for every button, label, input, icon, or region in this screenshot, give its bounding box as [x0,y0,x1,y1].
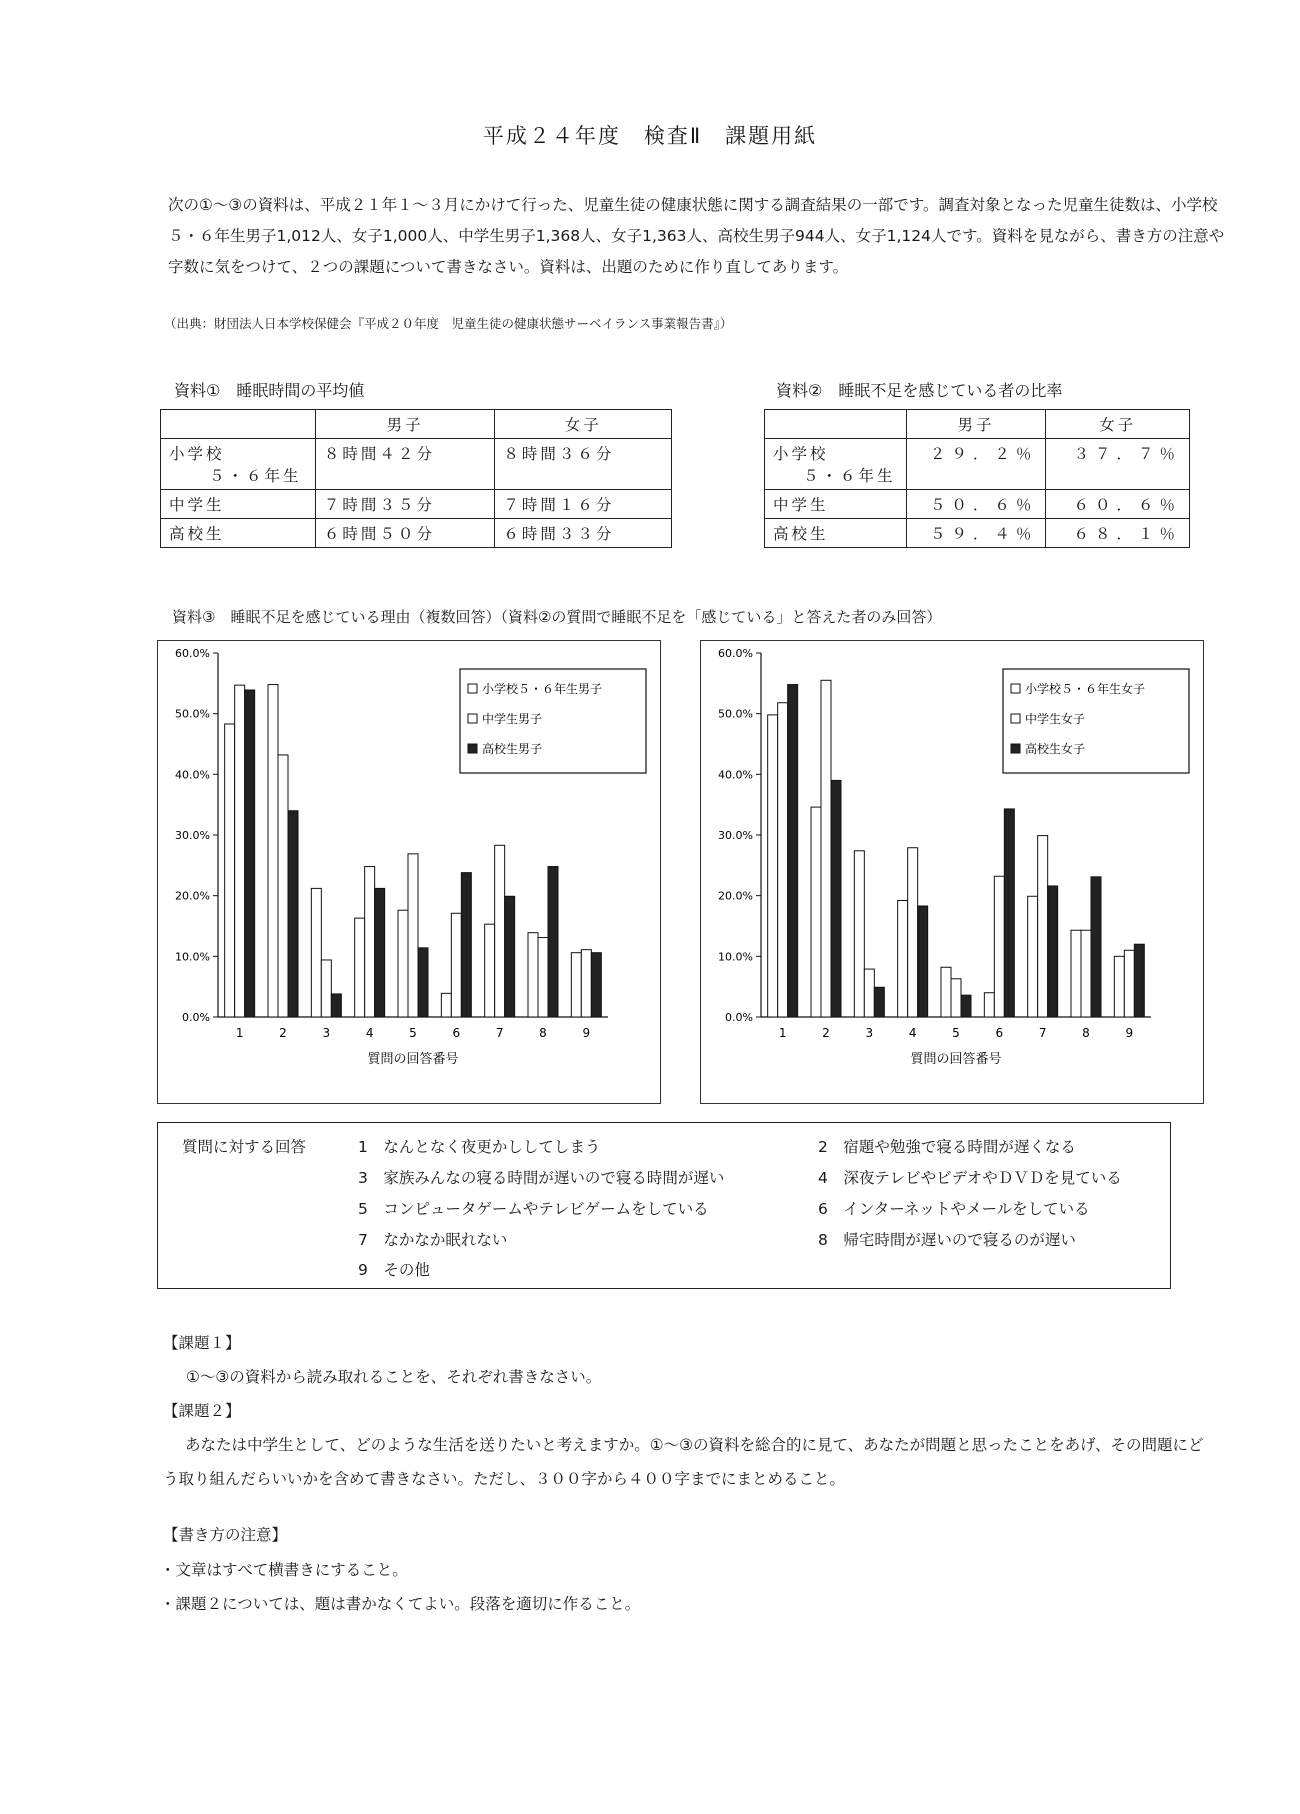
x-tick-label: 2 [279,1026,287,1040]
x-axis-label: 質問の回答番号 [910,1052,1002,1067]
chart-boys [158,641,660,1103]
bar-3 [505,896,515,1017]
bar-3 [831,780,841,1017]
y-tick-label: 30.0% [718,829,753,842]
table-row [161,519,672,548]
table-row [161,439,672,490]
bar-3 [788,685,798,1017]
y-tick-label: 50.0% [718,707,753,721]
y-tick-label: 0.0% [725,1011,753,1024]
bar-2 [538,938,548,1017]
notes-heading: 【書き方の注意】 [163,1526,288,1544]
bar-2 [951,979,961,1017]
bar-3 [418,948,428,1017]
y-tick-label: 0.0% [182,1011,210,1024]
bar-3 [961,995,971,1017]
cell-girls: ６時間３３分 [495,519,672,548]
bar-1 [898,901,908,1017]
y-tick-label: 30.0% [175,829,210,842]
table-row [161,490,672,519]
bar-2 [365,867,375,1017]
legend-label: 高校生女子 [1025,742,1086,756]
legend-label: 高校生男子 [482,742,543,756]
chart-boys-box [157,640,661,1104]
row-label: 高校生 [161,519,316,548]
answer-item-5: 5 コンピュータゲームやテレビゲームをしている [358,1200,709,1218]
bar-2 [778,703,788,1017]
x-tick-label: 9 [582,1026,591,1040]
cell-girls: ３７．７％ [1046,439,1190,490]
bar-3 [1004,809,1014,1017]
bar-2 [321,960,331,1017]
bar-1 [1114,956,1124,1017]
row-label: 中学生 [161,490,316,519]
bar-2 [451,913,461,1017]
x-tick-label: 6 [995,1026,1004,1040]
task1-heading: 【課題１】 [163,1334,241,1352]
x-tick-label: 5 [409,1026,417,1040]
y-tick-label: 60.0% [175,647,210,660]
bar-3 [591,953,601,1017]
table2-label: 資料② 睡眠不足を感じている者の比率 [776,381,1063,400]
x-tick-label: 9 [1125,1026,1134,1040]
bar-1 [441,993,451,1017]
bar-1 [811,807,821,1017]
bar-2 [495,845,505,1017]
bar-3 [918,906,928,1017]
sleep-time-table [160,409,672,548]
table-header-row [161,410,672,439]
cell-girls: ８時間３６分 [495,439,672,490]
answer-item-3: 3 家族みんなの寝る時間が遅いので寝る時間が遅い [358,1169,725,1187]
bar-1 [485,924,495,1017]
x-tick-label: 5 [952,1026,960,1040]
bar-1 [1071,930,1081,1017]
bar-3 [331,994,341,1017]
chart-girls [701,641,1203,1103]
bar-2 [581,950,591,1017]
y-tick-label: 20.0% [718,889,753,903]
bar-3 [1048,886,1058,1017]
answer-item-1: 1 なんとなく夜更かししてしまう [358,1138,601,1156]
legend-label: 小学校５・６年生男子 [482,682,603,696]
bar-1 [768,715,778,1017]
document-title: 平成２４年度 検査Ⅱ 課題用紙 [482,124,818,148]
bar-1 [225,724,235,1017]
bar-2 [1081,930,1091,1017]
bar-2 [864,969,874,1017]
sleep-deprivation-table [764,409,1190,548]
bar-1 [398,910,408,1017]
header-girls: 女子 [495,410,672,439]
y-tick-label: 60.0% [718,647,753,660]
cell-boys: ５９．４％ [906,519,1046,548]
chart-girls-box [700,640,1204,1104]
cell-boys: ５０．６％ [906,490,1046,519]
legend-swatch [1011,714,1020,723]
bar-1 [311,888,321,1017]
legend-label: 中学生男子 [482,712,543,726]
y-tick-label: 40.0% [175,768,210,782]
legend-label: 小学校５・６年生女子 [1025,682,1146,696]
x-axis-label: 質問の回答番号 [367,1052,459,1067]
task2-heading: 【課題２】 [163,1402,241,1420]
bar-3 [874,987,884,1017]
note-item: ・課題２については、題は書かなくてよい。段落を適切に作ること。 [160,1595,641,1613]
row-label: 小学校 ５・６年生 [765,439,907,490]
answer-item-8: 8 帰宅時間が遅いので寝るのが遅い [818,1231,1076,1249]
bar-2 [235,685,245,1017]
task2-body: あなたは中学生として、どのような生活を送りたいと考えますか。①～③の資料を総合的に見て、あなたが問題と思ったことをあげ、その問題にどう取り組んだらいいかを含めて書きなさい。ただし、３００字から４００字までにまとめること。 [163,1436,1204,1488]
x-tick-label: 7 [495,1026,504,1040]
bar-1 [854,851,864,1017]
bar-3 [375,888,385,1017]
cell-boys: ７時間３５分 [315,490,495,519]
row-label: 小学校 ５・６年生 [161,439,316,490]
row-label: 高校生 [765,519,907,548]
y-tick-label: 50.0% [175,707,210,721]
bar-2 [278,755,288,1017]
table-corner [161,410,316,439]
task1-body: ①～③の資料から読み取れることを、それぞれ書きなさい。 [186,1368,602,1386]
answer-item-4: 4 深夜テレビやビデオやＤＶＤを見ている [818,1169,1122,1187]
answer-item-2: 2 宿題や勉強で寝る時間が遅くなる [818,1138,1076,1156]
bar-1 [571,953,581,1017]
chart-caption: 資料③ 睡眠不足を感じている理由（複数回答）（資料②の質問で睡眠不足を「感じている」と答えた者のみ回答） [172,608,942,626]
answer-list-heading: 質問に対する回答 [182,1138,307,1156]
x-tick-label: 2 [822,1026,830,1040]
table-row [765,439,1190,490]
header-boys: 男子 [906,410,1046,439]
row-label: 中学生 [765,490,907,519]
bar-2 [1124,950,1134,1017]
cell-boys: ２９．２％ [906,439,1046,490]
x-tick-label: 3 [865,1026,874,1040]
y-tick-label: 10.0% [718,950,753,964]
bar-1 [984,993,994,1017]
cell-girls: ７時間１６分 [495,490,672,519]
bar-1 [355,918,365,1017]
legend-swatch [468,744,477,753]
y-tick-label: 10.0% [175,950,210,964]
x-tick-label: 7 [1038,1026,1047,1040]
x-tick-label: 6 [452,1026,461,1040]
x-tick-label: 1 [778,1026,787,1040]
x-tick-label: 4 [365,1026,374,1040]
answer-item-7: 7 なかなか眠れない [358,1231,508,1249]
x-tick-label: 8 [1082,1026,1090,1040]
x-tick-label: 4 [908,1026,917,1040]
bar-1 [268,685,278,1017]
bar-3 [1091,877,1101,1017]
note-item: ・文章はすべて横書きにすること。 [160,1561,408,1579]
x-tick-label: 8 [539,1026,547,1040]
answer-item-9: 9 その他 [358,1261,430,1279]
answer-item-6: 6 インターネットやメールをしている [818,1200,1090,1218]
cell-boys: ８時間４２分 [315,439,495,490]
bar-2 [994,876,1004,1017]
legend-swatch [1011,684,1020,693]
table-row [765,490,1190,519]
legend-swatch [468,684,477,693]
legend-swatch [468,714,477,723]
header-girls: 女子 [1046,410,1190,439]
bar-3 [1134,944,1144,1017]
y-tick-label: 40.0% [718,768,753,782]
table1-label: 資料① 睡眠時間の平均値 [174,381,365,400]
y-tick-label: 20.0% [175,889,210,903]
cell-girls: ６８．１％ [1046,519,1190,548]
source-note: （出典：財団法人日本学校保健会『平成２０年度 児童生徒の健康状態サーベイランス事業報告書』） [164,316,733,331]
bar-2 [908,848,918,1017]
cell-girls: ６０．６％ [1046,490,1190,519]
bar-3 [548,867,558,1017]
intro-paragraph: 次の①～③の資料は、平成２１年１～３月にかけて行った、児童生徒の健康状態に関する調査結果の一部です。調査対象となった児童生徒数は、小学校５・６年生男子1,012人、女子1,000人、中学生男子1,368人、女子1,363人、高校生男子944人、女子1,124人です。資料を見ながら、書き方の注意や字数に気をつけて、２つの課題について書きなさい。資料は、出題のために作り直してあります。 [168,196,1225,276]
table-corner [765,410,907,439]
bar-2 [408,854,418,1017]
bar-3 [461,873,471,1017]
cell-boys: ６時間５０分 [315,519,495,548]
legend-label: 中学生女子 [1025,712,1086,726]
bar-1 [528,933,538,1017]
table-row [765,519,1190,548]
bar-3 [245,690,255,1017]
bar-3 [288,811,298,1017]
bar-2 [1038,836,1048,1017]
bar-1 [1028,896,1038,1017]
table-header-row [765,410,1190,439]
legend-swatch [1011,744,1020,753]
x-tick-label: 1 [235,1026,244,1040]
bar-2 [821,680,831,1017]
x-tick-label: 3 [322,1026,331,1040]
header-boys: 男子 [315,410,495,439]
answer-list-box [157,1122,1171,1289]
bar-1 [941,967,951,1017]
